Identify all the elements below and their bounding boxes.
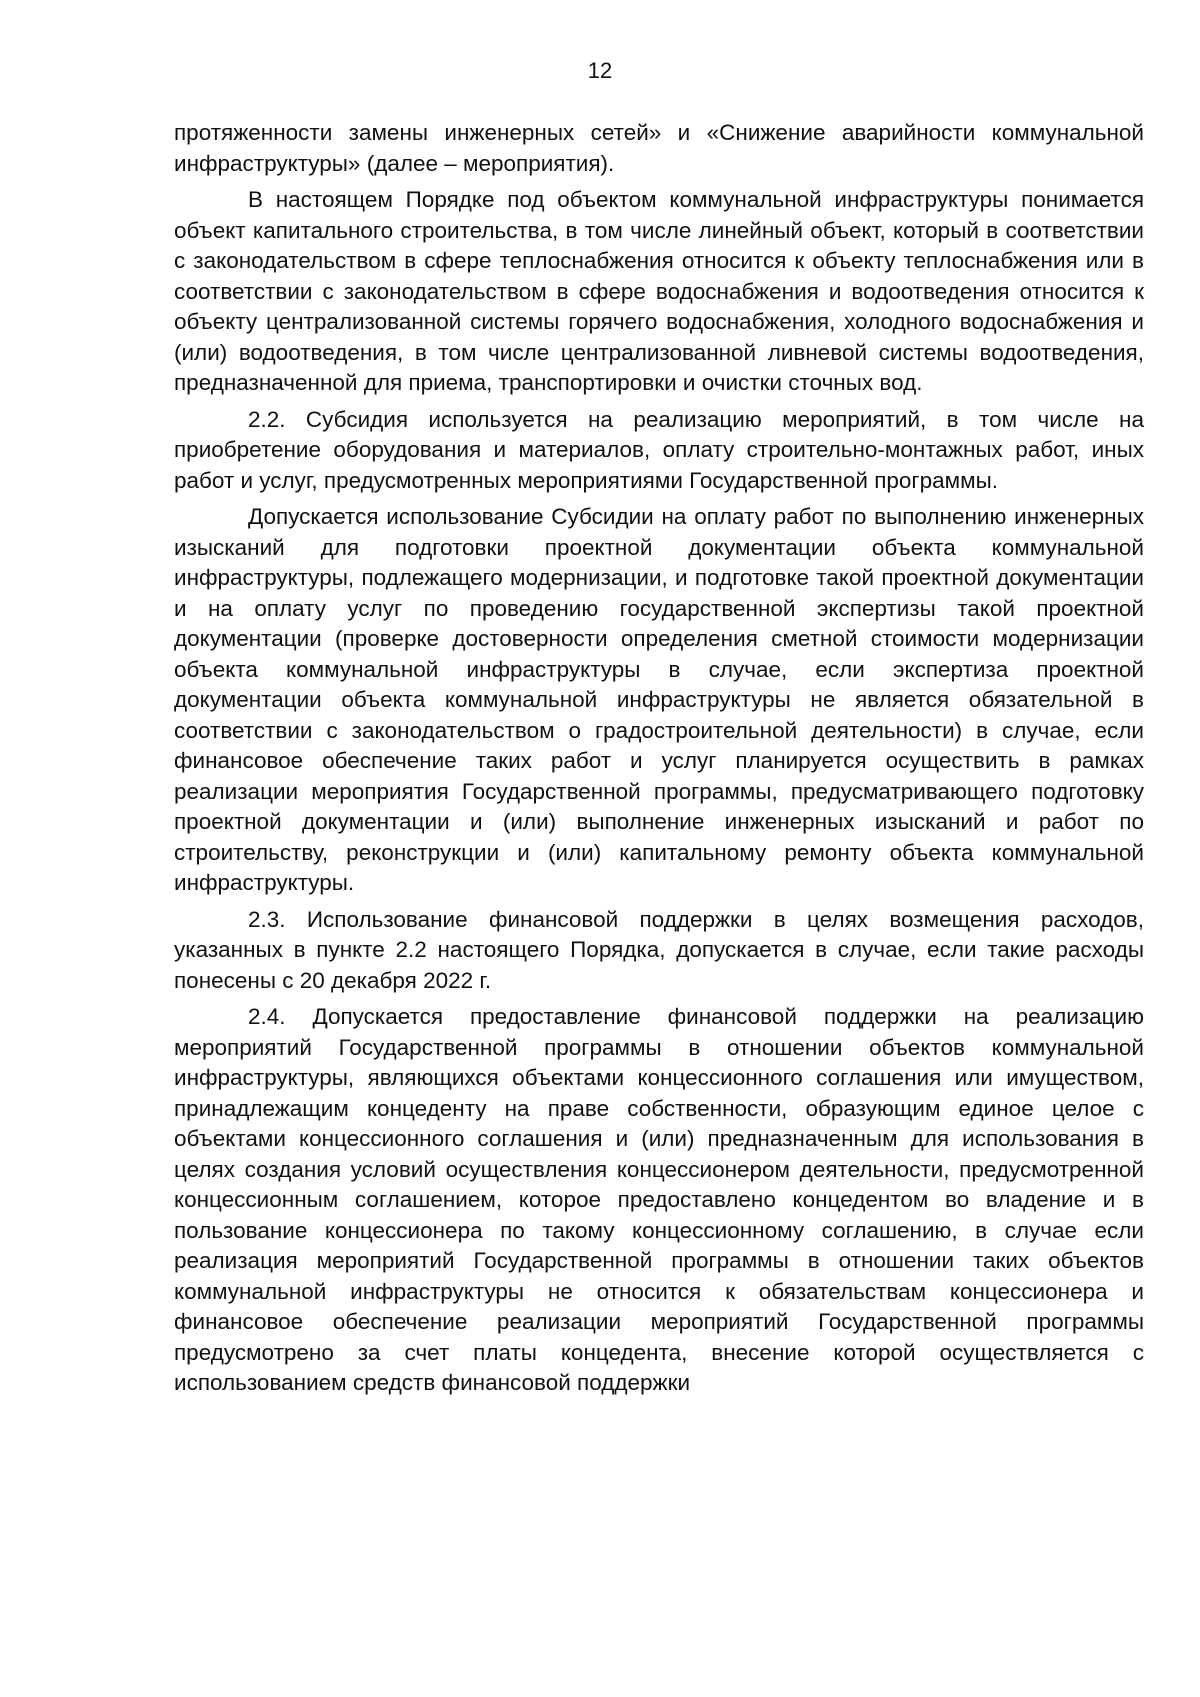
- paragraph-infrastructure-definition: В настоящем Порядке под объектом коммунальной инфраструктуры понимается объект капитального строительства, в том числе линейный объект, который в соответствии с законодательством в сфере теплоснабжения относится к объекту теплоснабжения или в соответствии с законодательством в сфере водоснабжения и водоотведения относится к объекту централизованной системы горячего водоснабжения, холодного водоснабжения и (или) водоотведения, в том числе централизованной ливневой системы водоотведения, предназначенной для приема, транспортировки и очистки сточных вод.: [174, 187, 1144, 395]
- paragraph-2-2: 2.2. Субсидия используется на реализацию мероприятий, в том числе на приобретение оборудования и материалов, оплату строительно-монтажных работ, иных работ и услуг, предусмотренных мероприятиями Государственной программы.: [174, 406, 1144, 493]
- paragraph-2-2-allowance: Допускается использование Субсидии на оплату работ по выполнению инженерных изысканий для подготовки проектной документации объекта коммунальной инфраструктуры, подлежащего модернизации, и подготовке такой проектной документации и на оплату услуг по проведению государственной экспертизы такой проектной документации (проверке достоверности определения сметной стоимости модернизации объекта коммунальной инфраструктуры в случае, если экспертиза проектной документации объекта коммунальной инфраструктуры не является обязательной в соответствии с законодательством о градостроительной деятельности) в случае, если финансовое обеспечение таких работ и услуг планируется осуществить в рамках реализации мероприятия Государственной программы, предусматривающего подготовку проектной документации и (или) выполнение инженерных изысканий и работ по строительству, реконструкции и (или) капитальному ремонту объекта коммунальной инфраструктуры.: [174, 504, 1144, 895]
- paragraph-continuation: протяженности замены инженерных сетей» и «Снижение аварийности коммунальной инфраструктуры» (далее – мероприятия).: [174, 120, 1144, 176]
- page-number: 12: [587, 58, 613, 83]
- paragraph-2-3: 2.3. Использование финансовой поддержки в целях возмещения расходов, указанных в пункте 2.2 настоящего Порядка, допускается в случае, если такие расходы понесены с 20 декабря 2022 г.: [174, 906, 1144, 993]
- document-body: [174, 118, 1144, 1399]
- paragraph-2-4: 2.4. Допускается предоставление финансовой поддержки на реализацию мероприятий Государственной программы в отношении объектов коммунальной инфраструктуры, являющихся объектами концессионного соглашения или имуществом, принадлежащим концеденту на праве собственности, образующим единое целое с объектами концессионного соглашения и (или) предназначенным для использования в целях создания условий осуществления концессионером деятельности, предусмотренной концессионным соглашением, которое предоставлено концедентом во владение и в пользование концессионера по такому концессионному соглашению, в случае если реализация мероприятий Государственной программы в отношении таких объектов коммунальной инфраструктуры не относится к обязательствам концессионера и финансовое обеспечение реализации мероприятий Государственной программы предусмотрено за счет платы концедента, внесение которой осуществляется с использованием средств финансовой поддержки: [174, 1004, 1144, 1395]
